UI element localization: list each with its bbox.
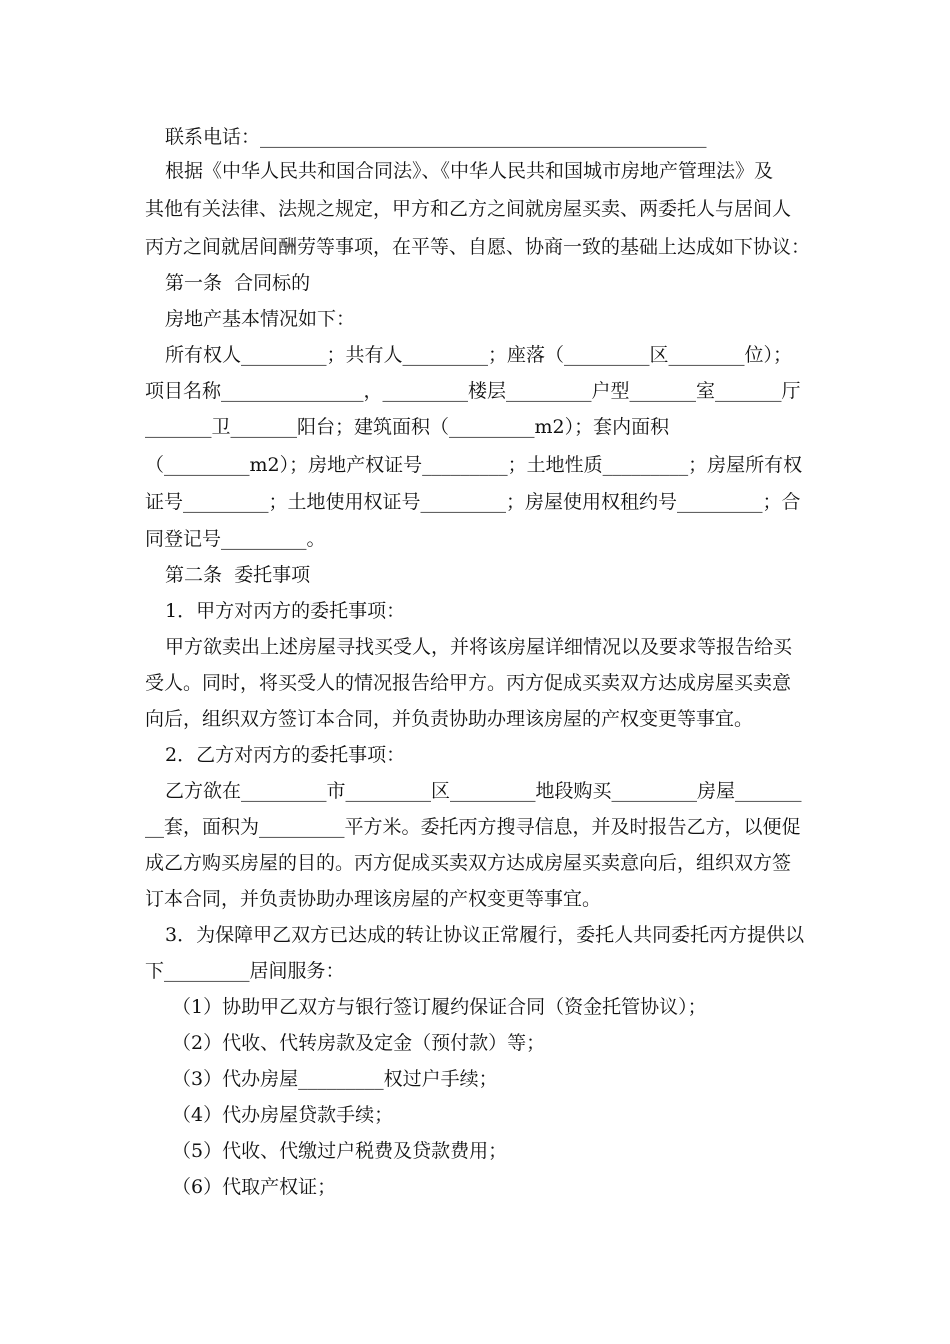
list-heading: 3．为保障甲乙双方已达成的转让协议正常履行，委托人共同委托丙方提供以 [165, 924, 805, 946]
paragraph-line: 下_________居间服务： [145, 960, 345, 982]
paragraph-line: __套，面积为_________平方米。委托丙方搜寻信息，并及时报告乙方，以便促 [145, 816, 801, 838]
list-item: （1）协助甲乙双方与银行签订履约保证合同（资金托管协议）； [172, 996, 707, 1018]
list-item: （3）代办房屋_________权过户手续； [172, 1068, 498, 1090]
list-item: （6）代取产权证； [172, 1176, 337, 1198]
paragraph-line: 其他有关法律、法规之规定，甲方和乙方之间就房屋买卖、两委托人与居间人 [145, 198, 792, 220]
list-heading: 1．甲方对丙方的委托事项： [165, 600, 406, 622]
paragraph-line: 丙方之间就居间酬劳等事项，在平等、自愿、协商一致的基础上达成如下协议： [145, 236, 810, 258]
paragraph-line: 向后，组织双方签订本合同，并负责协助办理该房屋的产权变更等事宜。 [145, 708, 754, 730]
paragraph-line: 甲方欲卖出上述房屋寻找买受人，并将该房屋详细情况以及要求等报告给买 [165, 636, 793, 658]
article-heading: 第一条 合同标的 [165, 272, 311, 294]
paragraph-line: 同登记号_________。 [145, 528, 326, 550]
paragraph-line: 成乙方购买房屋的目的。丙方促成买卖双方达成房屋买卖意向后，组织双方签 [145, 852, 792, 874]
list-heading: 2．乙方对丙方的委托事项： [165, 744, 406, 766]
paragraph-line: （_________m2）；房地产权证号_________；土地性质_________；房屋所有权 [145, 454, 803, 476]
paragraph-line: 乙方欲在_________市_________区_________地段购买_________房屋_______ [165, 780, 802, 802]
list-item: （4）代办房屋贷款手续； [172, 1104, 394, 1126]
paragraph-line: 证号_________；土地使用权证号_________；房屋使用权租约号_________；合 [145, 491, 801, 513]
paragraph-line: 受人。同时，将买受人的情况报告给甲方。丙方促成买卖双方达成房屋买卖意 [145, 672, 792, 694]
paragraph-line: 房地产基本情况如下： [165, 308, 356, 330]
paragraph-line: _______卫_______阳台；建筑面积（_________m2）；套内面积 [145, 416, 670, 438]
article-heading: 第二条 委托事项 [165, 564, 311, 586]
paragraph-line: 订本合同，并负责协助办理该房屋的产权变更等事宜。 [145, 888, 602, 910]
list-item: （5）代收、代缴过户税费及贷款费用； [172, 1140, 508, 1162]
paragraph-line: 根据《中华人民共和国合同法》、《中华人民共和国城市房地产管理法》及 [165, 160, 774, 182]
contact-phone-line: 联系电话：_______________________________________________ [165, 126, 707, 148]
paragraph-line: 所有权人_________；共有人_________；座落（_________区________位）； [165, 344, 793, 366]
list-item: （2）代收、代转房款及定金（预付款）等； [172, 1032, 546, 1054]
paragraph-line: 项目名称_______________，_________楼层_________户型_______室_______厅 [145, 380, 801, 402]
